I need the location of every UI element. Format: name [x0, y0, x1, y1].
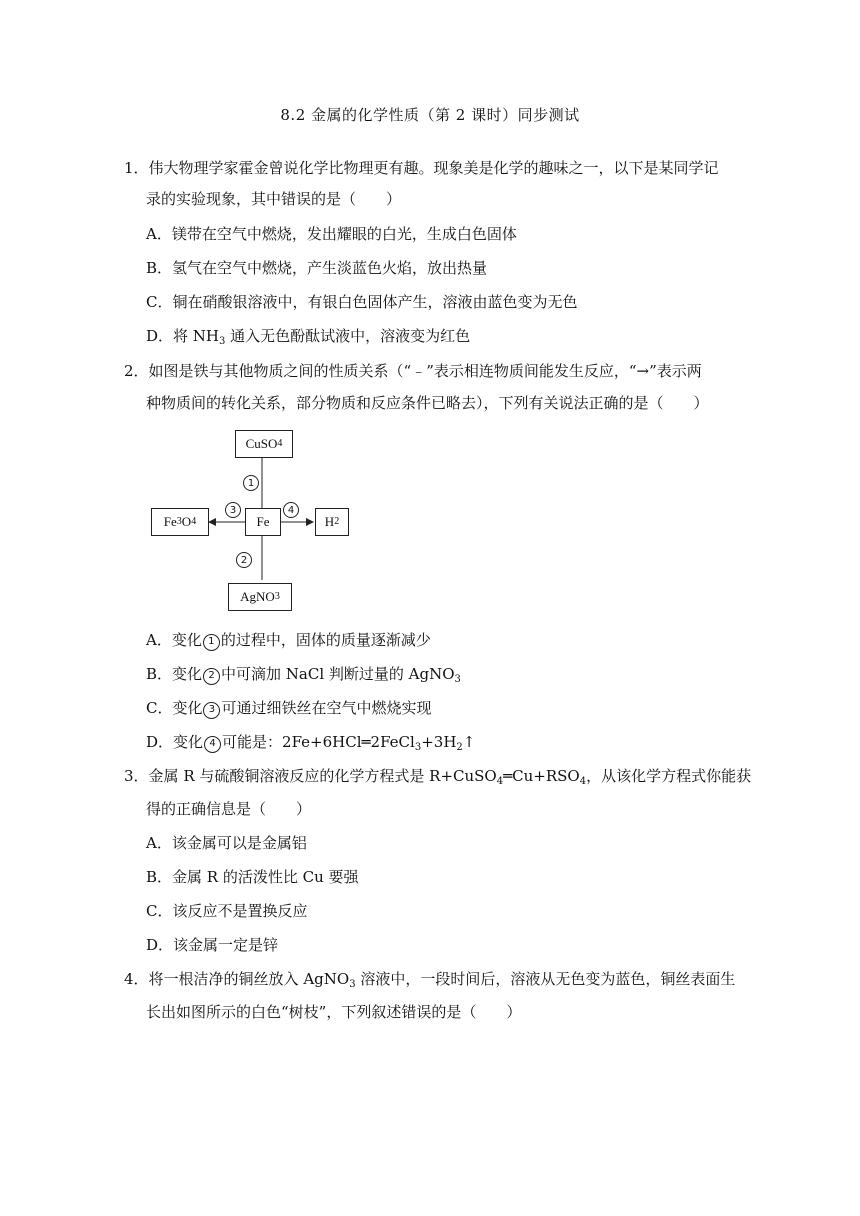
question-number: 2．	[124, 362, 149, 380]
node-label: Fe	[163, 514, 177, 529]
iron-relation-diagram	[145, 428, 365, 618]
q1-option-c: C．铜在硝酸银溶液中，有银白色固体产生，溶液由蓝色变为无色	[146, 293, 578, 311]
node-h2: H 2	[315, 508, 349, 536]
question-3-stem-cont: 得的正确信息是（ ）	[146, 800, 312, 818]
label-circled-4: 4	[283, 502, 299, 518]
option-text: ↑	[462, 733, 476, 751]
question-4-stem	[124, 969, 735, 989]
question-text: 金属 R 与硫酸铜溶液反应的化学方程式是 R+CuSO	[148, 767, 497, 785]
q3-option-a: A．该金属可以是金属铝	[146, 834, 307, 852]
node-label: Fe	[256, 514, 270, 529]
question-text: 如图是铁与其他物质之间的性质关系（“﹣”表示相连物质间能发生反应，“→”表示两	[148, 362, 702, 380]
option-text: 可通过细铁丝在空气中燃烧实现	[221, 699, 432, 717]
option-text: 可能是：2Fe+6HCl═2FeCl	[222, 733, 415, 751]
circled-number: 1	[203, 634, 220, 651]
circled-number: 3	[203, 702, 220, 719]
question-2-stem-cont: 种物质间的转化关系，部分物质和反应条件已略去），下列有关说法正确的是（ ）	[146, 394, 709, 412]
node-label: AgNO	[240, 589, 275, 604]
node-label: O	[181, 514, 192, 529]
question-text: 将一根洁净的铜丝放入 AgNO	[148, 970, 350, 988]
label-circled-2: 2	[236, 552, 252, 568]
subscript: 4	[579, 776, 587, 787]
q3-option-d: D．该金属一定是锌	[146, 936, 279, 954]
circled-number: 4	[204, 736, 221, 753]
label-circled-3: 3	[225, 502, 241, 518]
q1-option-d	[146, 326, 470, 346]
subscript: 3	[414, 742, 422, 753]
question-number: 3．	[124, 767, 149, 785]
question-text: ，从该化学方程式你能获	[586, 767, 752, 785]
question-1-stem-cont: 录的实验现象，其中错误的是（ ）	[146, 190, 402, 208]
question-text: 溶液中，一段时间后，溶液从无色变为蓝色，铜丝表面生	[355, 970, 736, 988]
circled-number: 2	[203, 668, 220, 685]
q2-option-c	[146, 698, 432, 719]
question-2-stem	[124, 361, 702, 381]
node-label: H	[324, 514, 335, 529]
subscript: 3	[219, 336, 226, 347]
label-circled-1: 1	[243, 475, 259, 491]
page-title: 8.2 金属的化学性质（第 2 课时）同步测试	[280, 106, 580, 124]
subscript: 4	[496, 776, 504, 787]
option-text: D．将 NH	[146, 327, 220, 345]
q3-option-b: B．金属 R 的活泼性比 Cu 要强	[146, 868, 359, 886]
question-text: 伟大物理学家霍金曾说化学比物理更有趣。现象美是化学的趣味之一，以下是某同学记	[148, 159, 719, 177]
node-fe3o4: Fe 3 O 4	[151, 508, 209, 536]
q1-option-a: A．镁带在空气中燃烧，发出耀眼的白光，生成白色固体	[146, 225, 517, 243]
node-agno3: AgNO 3	[228, 583, 292, 611]
q2-option-b	[146, 664, 461, 685]
question-4-stem-cont: 长出如图所示的白色“树枝”，下列叙述错误的是（ ）	[146, 1003, 522, 1021]
node-label: CuSO	[245, 436, 278, 451]
option-text: B．变化	[146, 665, 203, 683]
option-text: C．变化	[146, 699, 203, 717]
subscript: 2	[456, 742, 463, 753]
q1-option-b: B．氢气在空气中燃烧，产生淡蓝色火焰，放出热量	[146, 259, 488, 277]
question-number: 1．	[124, 159, 149, 177]
question-3-stem	[124, 766, 751, 786]
subscript: 3	[349, 979, 356, 990]
option-text: D．变化	[146, 733, 204, 751]
option-text: 的过程中，固体的质量逐渐减少	[220, 631, 431, 649]
node-fe	[245, 508, 281, 536]
question-1-stem	[124, 158, 719, 178]
q2-option-a	[146, 630, 431, 651]
option-text: 中可滴加 NaCl 判断过量的 AgNO	[221, 665, 455, 683]
option-text: 通入无色酚酞试液中，溶液变为红色	[225, 327, 471, 345]
q2-option-d	[146, 732, 475, 753]
node-cuso4: CuSO 4	[235, 430, 293, 458]
question-number: 4．	[124, 970, 149, 988]
q3-option-c: C．该反应不是置换反应	[146, 902, 308, 920]
option-text: +3H	[421, 733, 457, 751]
subscript: 3	[454, 674, 461, 685]
option-text: A．变化	[146, 631, 202, 649]
question-text: ═Cu+RSO	[503, 767, 580, 785]
